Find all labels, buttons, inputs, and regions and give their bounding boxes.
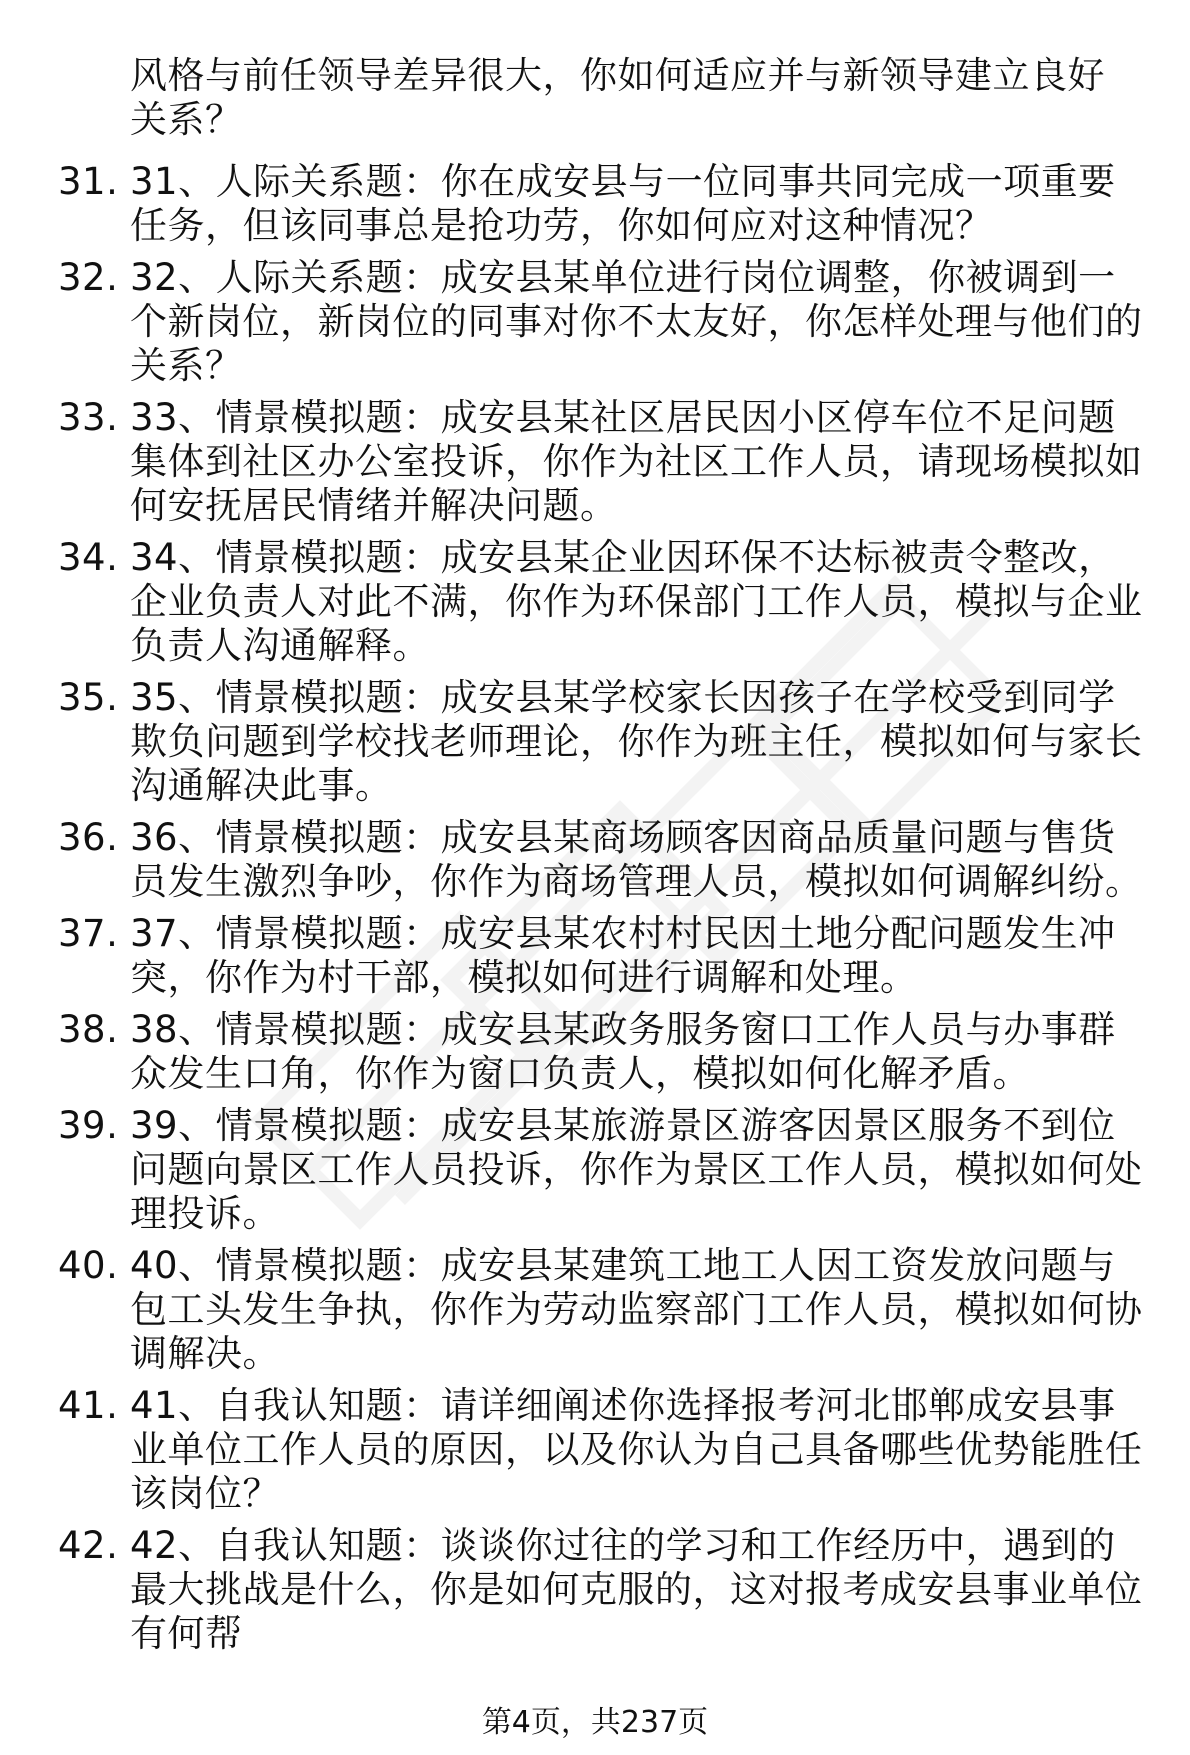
- question-number: 32.: [58, 256, 119, 299]
- question-list: [58, 160, 1148, 1656]
- question-item-35: [58, 676, 1148, 808]
- question-number: 34.: [58, 536, 119, 579]
- question-text: 37、情景模拟题：成安县某农村村民因土地分配问题发生冲突，你作为村干部，模拟如何进行调解和处理。: [130, 912, 1116, 999]
- page-footer: 第4页，共237页: [481, 1705, 709, 1740]
- question-number: 39.: [58, 1104, 119, 1147]
- question-item-32: [58, 256, 1148, 388]
- question-item-40: [58, 1244, 1148, 1376]
- question-text: 34、情景模拟题：成安县某企业因环保不达标被责令整改，企业负责人对此不满，你作为环保部门工作人员，模拟与企业负责人沟通解释。: [130, 536, 1143, 667]
- question-number: 35.: [58, 676, 119, 719]
- continuation-text: 风格与前任领导差异很大，你如何适应并与新领导建立良好关系？: [130, 54, 1105, 141]
- question-number: 42.: [58, 1524, 119, 1567]
- question-item-41: [58, 1384, 1148, 1516]
- question-item-39: [58, 1104, 1148, 1236]
- question-number: 40.: [58, 1244, 119, 1287]
- question-number: 33.: [58, 396, 119, 439]
- question-text: 39、情景模拟题：成安县某旅游景区游客因景区服务不到位问题向景区工作人员投诉，你作为景区工作人员，模拟如何处理投诉。: [130, 1104, 1143, 1235]
- question-text: 42、自我认知题：谈谈你过往的学习和工作经历中，遇到的最大挑战是什么，你是如何克服的，这对报考成安县事业单位有何帮: [130, 1524, 1143, 1655]
- question-number: 41.: [58, 1384, 119, 1427]
- question-number: 31.: [58, 160, 119, 203]
- question-number: 38.: [58, 1008, 119, 1051]
- question-item-38: [58, 1008, 1148, 1096]
- question-number: 36.: [58, 816, 119, 859]
- question-text: 31、人际关系题：你在成安县与一位同事共同完成一项重要任务，但该同事总是抢功劳，你如何应对这种情况？: [130, 160, 1116, 247]
- question-item-34: [58, 536, 1148, 668]
- question-item-42: [58, 1524, 1148, 1656]
- question-text: 36、情景模拟题：成安县某商场顾客因商品质量问题与售货员发生激烈争吵，你作为商场管理人员，模拟如何调解纠纷。: [130, 816, 1143, 903]
- question-text: 35、情景模拟题：成安县某学校家长因孩子在学校受到同学欺负问题到学校找老师理论，你作为班主任，模拟如何与家长沟通解决此事。: [130, 676, 1143, 807]
- question-item-37: [58, 912, 1148, 1000]
- question-item-33: [58, 396, 1148, 528]
- question-text: 40、情景模拟题：成安县某建筑工地工人因工资发放问题与包工头发生争执，你作为劳动监察部门工作人员，模拟如何协调解决。: [130, 1244, 1143, 1375]
- question-item-36: [58, 816, 1148, 904]
- question-number: 37.: [58, 912, 119, 955]
- question-text: 33、情景模拟题：成安县某社区居民因小区停车位不足问题集体到社区办公室投诉，你作为社区工作人员，请现场模拟如何安抚居民情绪并解决问题。: [130, 396, 1143, 527]
- question-text: 41、自我认知题：请详细阐述你选择报考河北邯郸成安县事业单位工作人员的原因，以及你认为自己具备哪些优势能胜任该岗位？: [130, 1384, 1143, 1515]
- question-text: 38、情景模拟题：成安县某政务服务窗口工作人员与办事群众发生口角，你作为窗口负责人，模拟如何化解矛盾。: [130, 1008, 1116, 1095]
- question-item-31: [58, 160, 1148, 248]
- question-text: 32、人际关系题：成安县某单位进行岗位调整，你被调到一个新岗位，新岗位的同事对你不太友好，你怎样处理与他们的关系？: [130, 256, 1143, 387]
